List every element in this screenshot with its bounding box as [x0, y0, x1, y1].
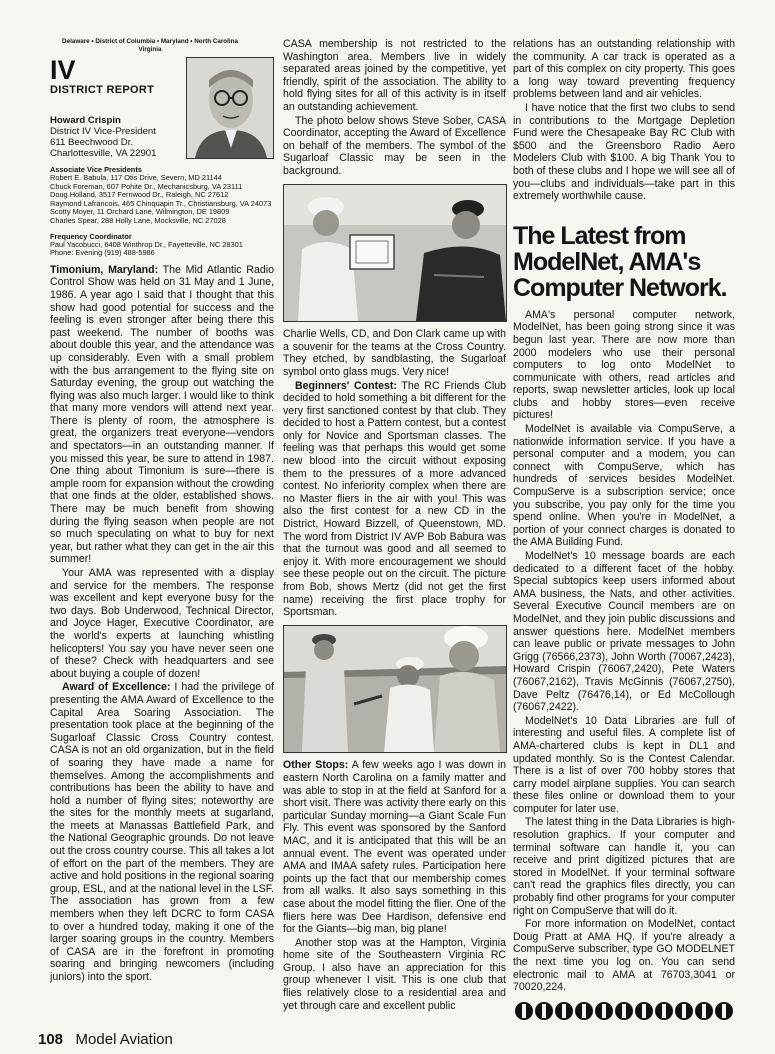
magazine-name: Model Aviation: [75, 1031, 173, 1048]
district-header: [50, 57, 274, 159]
associates-list: [50, 174, 274, 226]
states-list: [50, 38, 250, 54]
associate-line: Robert E. Babula, 117 Otis Drive, Severn, MD 21144: [50, 173, 222, 182]
paragraph-mortgage-fund: I have notice that the first two clubs to send in contributions to the Mortgage Depletion Fund were the Chesapeake Bay RC Club with $500 and the Greensboro Radio Aero Modelers Club with $100. A big Thank You to both of these clubs and I hope we will see all of you—clubs and individuals—take part in this extremely worthwhile cause.: [513, 101, 735, 203]
vp-name: Howard Crispin: [50, 114, 121, 126]
vp-contact: [50, 115, 182, 159]
column-3: [513, 38, 735, 1025]
page-footer: [38, 1031, 173, 1048]
paragraph-photo-caption: The photo below shows Steve Sober, CASA Coordinator, accepting the Award of Excellence on behalf of the members. The symbol of the Sugarloaf Classic may be seen in the background.: [283, 114, 506, 177]
frequency-line: Phone: Evening (919) 488-5986: [50, 248, 155, 258]
vp-portrait-photo: [186, 57, 274, 159]
associate-line: Charles Spear, 288 Holly Lane, Mocksville, NC 27028: [50, 215, 226, 225]
associate-line: Raymond Lafrancois, 465 Chinquapin Tr., Christiansburg, VA 24073: [50, 198, 272, 208]
paragraph-beginners: [283, 380, 506, 619]
associate-line: Scotty Moyer, 11 Orchard Lane, Wilmington, DE 19809: [50, 207, 230, 217]
lead-other-stops: Other Stops:: [283, 759, 349, 772]
frequency-coordinator: [50, 241, 274, 258]
paragraph-public-relations: relations has an outstanding relationship with the community. A car track is operated as a part of this complex on city property. This goes a long way toward preventing frequency problems between land and air vehicles.: [513, 38, 735, 101]
paragraph-ama-display: Your AMA was represented with a display and service for the members. The response was excellent and kept everyone busy for the two days. Bob Underwood, Technical Director, and Joyce Hager, Executive Coordinator, are the world's experts at launching whistling helicopters! You say you have never seen one of these? Check with headquarters and see about buying a couple of dozen!: [50, 567, 274, 680]
paragraph-data-libraries: ModelNet's 10 Data Libraries are full of interesting and useful files. A complete list of AMA-chartered clubs is kept in DL1 and updated monthly. So is the Contest Calendar. There is a list of over 700 hobby stores that carry model airplane supplies. You can search these files online or download them to your computer for later use.: [513, 714, 735, 815]
lead-award: Award of Excellence:: [62, 681, 171, 694]
associate-line: Chuck Foreman, 607 Pohite Dr., Mechanicsburg, VA 23111: [50, 181, 243, 191]
paragraph-hampton: Another stop was at the Hampton, Virginia home site of the Southeastern Virginia RC Group. I also have an appreciation for this group whenever I visit. This is one club that flies relatively close to a residential area and yet through care and excellent public: [283, 936, 506, 1012]
district-number: IV: [50, 55, 76, 85]
vp-title: District IV Vice-President: [50, 125, 156, 137]
associates-heading: Associate Vice Presidents: [50, 165, 142, 174]
paragraph-modelnet-intro: AMA's personal computer network, ModelNet, has been going strong since it was begun last year. There are now more than 2000 modelers who use their personal computers to log onto ModelNet to communicate with others, read articles and reports, swap newsletter articles, look up local clubs and hobby stores—even receive pictures!: [513, 308, 735, 422]
paragraph-souvenir: Charlie Wells, CD, and Don Clark came up with a souvenir for the teams at the Cross Country. They etched, by sandblasting, the Sugarloaf symbol onto glass mugs. Very nice!: [283, 328, 506, 378]
paragraph-message-boards: ModelNet's 10 message boards are each dedicated to a different facet of the hobby. Special subtopics keep users informed about AMA business, the Nats, and other activities. Several Executive Council members are on ModelNet, and they join public discussions and answer questions here. ModelNet members can leave public or private messages to John Grigg (76566,2373), John Worth (70067,2423), Howard Crispin (76067,2420), Pete Waters (76067,2162), Travis McGinnis (76067,2750), Dave Peltz (76476,14), or Ed McCollough (76067,2422).: [513, 550, 735, 714]
states-line-2: Virginia: [138, 46, 162, 53]
page-number: 108: [38, 1031, 64, 1048]
frequency-line: Paul Yacobucci, 6408 Winthrop Dr., Fayetteville, NC 28301: [50, 239, 243, 249]
text-beginners: The RC Friends Club decided to hold something a bit different for the very first sanctioned contest by that club. They decided to host a Pattern contest, but a contest only for Novice and Sportsman classes. The feeling was that perhaps this would get some new blood into the circuit without exposing them to the pressures of a more advanced contest. No inferiority complex when there are no Master fliers in the air with you! This was also the first contest for a new CD in the District, Howard Bizzell, of Queenstown, MD. The word from District IV AVP Bob Babura was that the turnout was good and all seemed to enjoy it. With more encouragement we should see these people out on the circuit. The picture from Bob, shows Mertz (did not get the first name) receiving the first place trophy for Sportsman.: [283, 379, 506, 619]
lead-timonium: Timonium, Maryland:: [50, 263, 159, 276]
paragraph-casa-membership: CASA membership is not restricted to the Washington area. Members live in widely separated areas joined by the competitive, yet friendly, spirit of the association. The ability to hold flying sites for all of this activity is in itself an outstanding achievement.: [283, 38, 506, 113]
district-title: DISTRICT REPORT: [50, 84, 155, 96]
trophy-photo: [283, 625, 507, 753]
vp-address-2: Charlottesville, VA 22901: [50, 147, 157, 159]
paragraph-other-stops: [283, 759, 506, 935]
ama-logo-band: [513, 1000, 735, 1022]
paragraph-timonium: [50, 264, 274, 566]
award-presentation-photo: [283, 184, 507, 322]
associate-line: Doug Holland, 3517 Fernwood Dr., Raleigh, NC 27612: [50, 190, 229, 200]
paragraph-compuserve: ModelNet is available via CompuServe, a nationwide information service. If you have a personal computer and a modem, you can connect with CompuServe, which has hundreds of services besides ModelNet. CompuServe is a subscription service; once you subscribe, you pay only for the time you spend online. When you're in ModelNet, a portion of your connect charges is donated to the AMA Building Fund.: [513, 423, 735, 549]
column-1: [50, 38, 274, 985]
text-award: I had the privilege of presenting the AMA Award of Excellence to the Capital Area Soaring Association. The presentation took place at the beginning of the Sugarloaf Classic Cross Country contest. CASA is not an old organization, but in the field of soaring they have made a name for themselves. Among the accomplishments and contributions has been the ability to have and hold a number of flying sites; noteworthy are the sites for the monthly meets at sugarland, the meets at Manassas Battlefield Park, and the National Geographic grounds. Do not leave out the cross country course. This all takes a lot of effort on the part of the members. They are active and hold positions in the regional soaring group, ESL, and at the national level in the LSF. The association has grown from a few members when they left DCRC to form CASA to over a hundred today, making it one of the larger soaring groups in the country. Members of CASA are in the forefront in promoting soaring and bringing newcomers (including juniors) into the sport.: [50, 681, 274, 983]
frequency-heading: Frequency Coordinator: [50, 231, 132, 241]
paragraph-contact: For more information on ModelNet, contact Doug Pratt at AMA HQ. If you're already a CompuServe subscriber, type GO MODELNET the next time you log on. You can send electronic mail to AMA at 76703,3041 or 70020,224.: [513, 918, 735, 994]
vp-address-1: 611 Beechwood Dr.: [50, 136, 134, 148]
modelnet-headline: The Latest from ModelNet, AMA's Computer Network.: [513, 221, 727, 302]
states-line-1: Delaware • District of Columbia • Maryland • North Carolina: [62, 38, 238, 45]
column-2: [283, 38, 506, 1013]
paragraph-graphics: The latest thing in the Data Libraries is high-resolution graphics. If your computer and terminal software can handle it, you can receive and print digitized pictures that are stored in ModelNet. If your terminal software can't read the graphics files directly, you can probably find other programs for your computer right on CompuServe that will do it.: [513, 816, 735, 917]
text-timonium: The Mid Atlantic Radio Control Show was held on 31 May and 1 June, 1986. A year ago I said that I thought that this show had good potential for success and the feeling is even stronger after being there this past weekend. The number of booths was about double this year, and the attendance was up considerably. Even with a small problem with the bus arrangement to the flying site on Saturday evening, the group out watching the flying was also much larger. I would like to think that many more vendors will attend next year. There is plenty of room, the atmosphere is great, the organizers treat everyone—vendors and spectators—in an outstanding manner. If you missed this year, be sure to attend in 1987. One thing about Timonium is sure—there is ample room for expansion without the crowding that one finds at the older, established shows. There may be much benefit from showing during the flying season when people are not so much speculating on what to buy for next year, but rather what they can get in the air this summer!: [50, 263, 274, 566]
lead-beginners: Beginners' Contest:: [295, 379, 397, 392]
text-other-stops: A few weeks ago I was down in eastern North Carolina on a family matter and was able to stop in at the field at Sanford for a short visit. There was activity there early on this particular Sunday morning—a Giant Scale Fun Fly. This event was sponsored by the Sanford MAC, and it is anticipated that this will be an annual event. The event was operated under AMA and IMAA safety rules. Participation here points up the fact that our membership comes from all walks. It also says something in this case about the model fitting the flier. One of the fliers here was Dee Hardison, defensive end for the Giants—big man, big plane!: [283, 759, 506, 936]
paragraph-award: [50, 681, 274, 983]
